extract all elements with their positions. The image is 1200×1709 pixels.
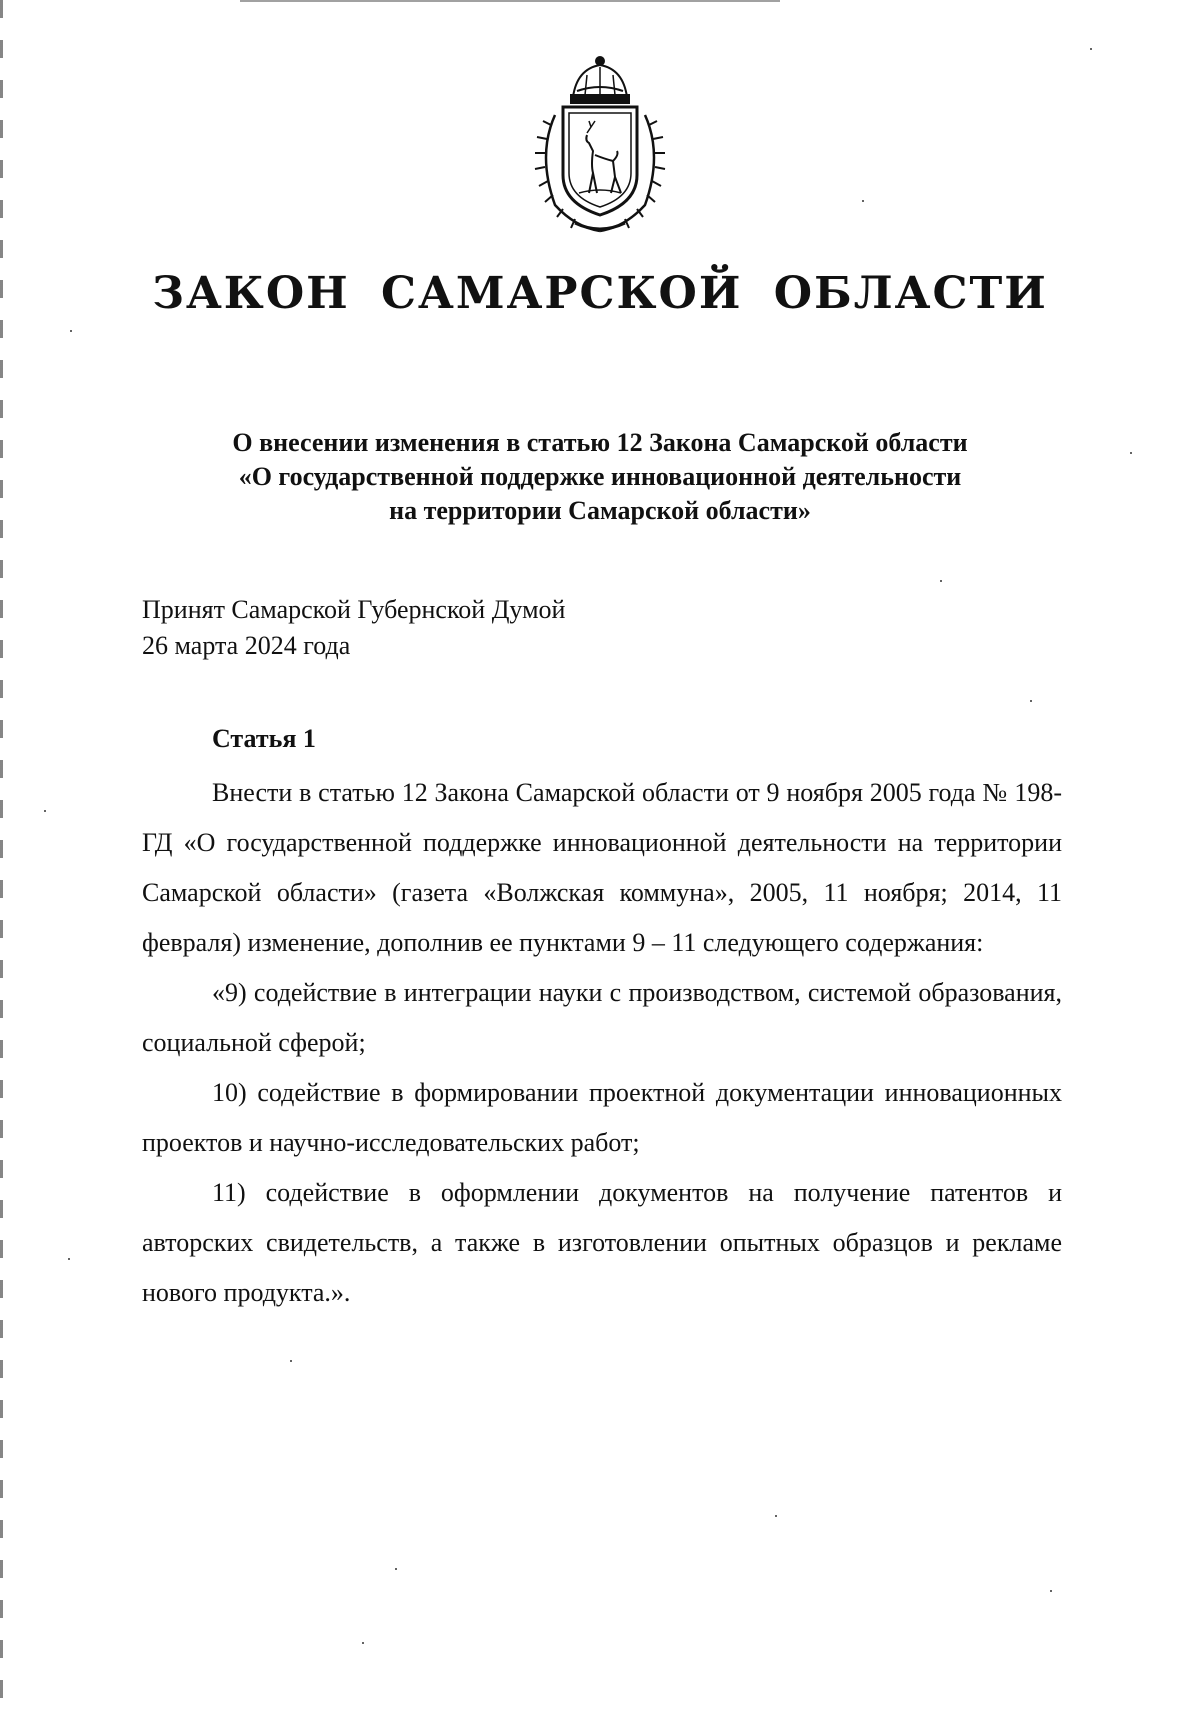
- law-subject: [140, 426, 1060, 528]
- article-paragraph: Внести в статью 12 Закона Самарской области от 9 ноября 2005 года № 198-ГД «О государственной поддержке инновационной деятельности на территории Самарской области» (газета «Волжская коммуна», 2005, 11 ноября; 2014, 11 февраля) изменение, дополнив ее пунктами 9 – 11 следующего содержания:: [142, 778, 1062, 957]
- scan-edge-artifact: [0, 0, 3, 1709]
- article-paragraph: «9) содействие в интеграции науки с производством, системой образования, социальной сферой;: [142, 978, 1062, 1057]
- article-paragraph: 11) содействие в оформлении документов на получение патентов и авторских свидетельств, а также в изготовлении опытных образцов и рекламе нового продукта.».: [142, 1178, 1062, 1307]
- adoption-body: Принят Самарской Губернской Думой: [142, 595, 566, 624]
- scan-speck: [862, 200, 864, 202]
- scan-speck: [68, 1258, 70, 1260]
- law-subject-line: «О государственной поддержке инновационной деятельности: [238, 462, 962, 491]
- samara-region-coat-of-arms-icon: [515, 55, 685, 235]
- scan-speck: [1050, 1590, 1052, 1592]
- article-body: [142, 768, 1062, 1318]
- article-paragraph: 10) содействие в формировании проектной документации инновационных проектов и научно-исследовательских работ;: [142, 1078, 1062, 1157]
- scan-speck: [1130, 452, 1132, 454]
- scan-speck: [775, 1515, 777, 1517]
- article-heading: Статья 1: [212, 724, 316, 753]
- scan-speck: [1030, 700, 1032, 702]
- law-subject-line: О внесении изменения в статью 12 Закона Самарской области: [232, 428, 968, 457]
- law-subject-line: на территории Самарской области»: [389, 496, 811, 525]
- scan-edge-artifact: [240, 0, 780, 2]
- adoption-info: [142, 592, 565, 664]
- scan-speck: [395, 1568, 397, 1570]
- scan-speck: [290, 1360, 292, 1362]
- law-title: ЗАКОН САМАРСКОЙ ОБЛАСТИ: [152, 268, 1048, 319]
- scan-speck: [940, 580, 942, 582]
- scan-speck: [1090, 48, 1092, 50]
- scan-speck: [70, 330, 72, 332]
- scan-speck: [362, 1642, 364, 1644]
- scan-speck: [44, 810, 46, 812]
- adoption-date: 26 марта 2024 года: [142, 631, 351, 660]
